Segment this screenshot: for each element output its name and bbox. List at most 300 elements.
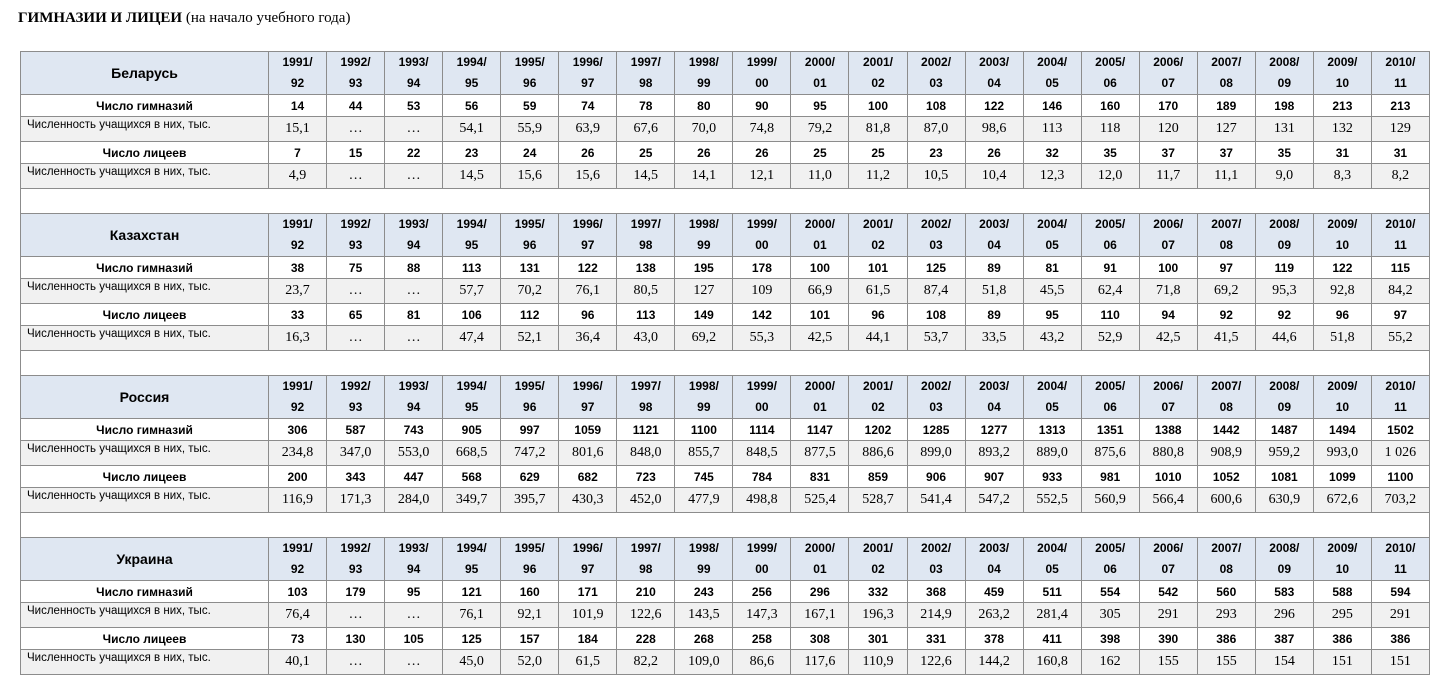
value-cell: 76,1 <box>559 279 617 304</box>
value-cell: 122 <box>559 257 617 279</box>
value-cell: 8,2 <box>1371 164 1429 189</box>
year-end: 11 <box>1394 238 1407 252</box>
value-cell: 1388 <box>1139 419 1197 441</box>
year-end: 99 <box>697 238 711 252</box>
year-start: 2010/ <box>1385 379 1416 393</box>
value-cell: 45,5 <box>1023 279 1081 304</box>
value-cell: 1010 <box>1139 466 1197 488</box>
value-cell: 880,8 <box>1139 441 1197 466</box>
value-cell: 1059 <box>559 419 617 441</box>
year-end: 96 <box>523 76 537 90</box>
year-start: 1995/ <box>514 541 545 555</box>
value-cell: 74 <box>559 95 617 117</box>
year-start: 1999/ <box>746 541 777 555</box>
year-start: 2008/ <box>1269 217 1300 231</box>
year-start: 2005/ <box>1095 217 1126 231</box>
value-cell: 293 <box>1197 603 1255 628</box>
value-cell: 44,6 <box>1255 326 1313 351</box>
year-header-cell <box>443 376 501 419</box>
year-header-cell <box>327 376 385 419</box>
year-start: 2003/ <box>979 379 1010 393</box>
year-header-cell <box>965 538 1023 581</box>
year-start: 1992/ <box>340 379 371 393</box>
value-cell: 143,5 <box>675 603 733 628</box>
year-start: 2009/ <box>1327 379 1358 393</box>
value-cell: 43,2 <box>1023 326 1081 351</box>
value-cell: 703,2 <box>1371 488 1429 513</box>
value-cell: 349,7 <box>443 488 501 513</box>
year-start: 2006/ <box>1153 379 1184 393</box>
year-header-cell <box>327 52 385 95</box>
value-cell: 1147 <box>791 419 849 441</box>
value-cell: 195 <box>675 257 733 279</box>
value-cell: 127 <box>1197 117 1255 142</box>
value-cell: 120 <box>1139 117 1197 142</box>
year-start: 2000/ <box>804 379 835 393</box>
value-cell: 101,9 <box>559 603 617 628</box>
value-cell: 668,5 <box>443 441 501 466</box>
lyceum-count-row <box>21 142 1430 164</box>
value-cell: 130 <box>327 628 385 650</box>
value-cell: 1442 <box>1197 419 1255 441</box>
year-end: 98 <box>639 238 653 252</box>
value-cell: 55,2 <box>1371 326 1429 351</box>
value-cell: 26 <box>733 142 791 164</box>
gymnasium-students-row <box>21 441 1430 466</box>
year-start: 2006/ <box>1153 217 1184 231</box>
year-header-cell <box>269 214 327 257</box>
value-cell: 243 <box>675 581 733 603</box>
value-cell: 95 <box>385 581 443 603</box>
year-end: 00 <box>755 400 769 414</box>
value-cell: 94 <box>1139 304 1197 326</box>
value-cell: … <box>385 164 443 189</box>
value-cell: 25 <box>617 142 675 164</box>
value-cell: 210 <box>617 581 675 603</box>
value-cell: 103 <box>269 581 327 603</box>
year-start: 2004/ <box>1037 217 1068 231</box>
value-cell: 40,1 <box>269 650 327 675</box>
value-cell: 801,6 <box>559 441 617 466</box>
value-cell: 1285 <box>907 419 965 441</box>
year-end: 06 <box>1103 238 1117 252</box>
value-cell: … <box>327 326 385 351</box>
value-cell: 73 <box>269 628 327 650</box>
title-note: (на начало учебного года) <box>185 10 351 26</box>
value-cell: 110 <box>1081 304 1139 326</box>
year-end: 94 <box>406 76 421 90</box>
year-header-cell <box>1081 214 1139 257</box>
year-header-cell <box>385 538 443 581</box>
value-cell: 179 <box>327 581 385 603</box>
value-cell: 552,5 <box>1023 488 1081 513</box>
value-cell: 57,7 <box>443 279 501 304</box>
value-cell: 146 <box>1023 95 1081 117</box>
value-cell: 554 <box>1081 581 1139 603</box>
value-cell: 96 <box>1313 304 1371 326</box>
value-cell: 131 <box>501 257 559 279</box>
year-end: 09 <box>1277 76 1291 90</box>
year-header-cell <box>675 214 733 257</box>
year-end: 93 <box>348 400 363 414</box>
value-cell: 875,6 <box>1081 441 1139 466</box>
value-cell: 160 <box>501 581 559 603</box>
year-end: 92 <box>290 562 305 576</box>
value-cell: 23,7 <box>269 279 327 304</box>
year-start: 1994/ <box>456 379 487 393</box>
row-label: Численность учащихся в них, тыс. <box>21 326 269 351</box>
year-end: 93 <box>348 562 363 576</box>
year-header-cell <box>269 52 327 95</box>
value-cell: 411 <box>1023 628 1081 650</box>
year-start: 1992/ <box>340 217 371 231</box>
year-start: 1992/ <box>340 55 371 69</box>
value-cell: 100 <box>791 257 849 279</box>
year-header-cell <box>965 52 1023 95</box>
value-cell: 25 <box>849 142 907 164</box>
year-header-cell <box>385 52 443 95</box>
year-header-cell <box>733 214 791 257</box>
year-start: 1997/ <box>630 217 661 231</box>
value-cell: 560,9 <box>1081 488 1139 513</box>
value-cell: 97 <box>1371 304 1429 326</box>
value-cell: 908,9 <box>1197 441 1255 466</box>
year-start: 1999/ <box>746 217 777 231</box>
row-label: Число лицеев <box>21 628 269 650</box>
year-header-cell <box>849 538 907 581</box>
value-cell: 12,0 <box>1081 164 1139 189</box>
value-cell: 76,1 <box>443 603 501 628</box>
value-cell: 142 <box>733 304 791 326</box>
value-cell: 583 <box>1255 581 1313 603</box>
value-cell: 22 <box>385 142 443 164</box>
value-cell: 122,6 <box>907 650 965 675</box>
value-cell: 31 <box>1371 142 1429 164</box>
value-cell: 15 <box>327 142 385 164</box>
year-header-cell <box>443 214 501 257</box>
value-cell: 284,0 <box>385 488 443 513</box>
lyceum-students-row <box>21 164 1430 189</box>
year-start: 1991/ <box>282 55 313 69</box>
year-end: 94 <box>406 238 421 252</box>
spacer-row <box>21 513 1430 538</box>
country-name: Беларусь <box>21 52 269 95</box>
value-cell: 38 <box>269 257 327 279</box>
value-cell: 743 <box>385 419 443 441</box>
year-end: 06 <box>1103 400 1117 414</box>
value-cell: 171 <box>559 581 617 603</box>
year-start: 2007/ <box>1211 55 1242 69</box>
value-cell: 1081 <box>1255 466 1313 488</box>
year-end: 08 <box>1219 76 1233 90</box>
value-cell: 200 <box>269 466 327 488</box>
value-cell: 906 <box>907 466 965 488</box>
value-cell: 784 <box>733 466 791 488</box>
gymnasium-count-row <box>21 95 1430 117</box>
value-cell: 1100 <box>1371 466 1429 488</box>
year-start: 2008/ <box>1269 55 1300 69</box>
year-end: 06 <box>1103 76 1117 90</box>
lyceum-count-row <box>21 304 1430 326</box>
value-cell: 498,8 <box>733 488 791 513</box>
year-start: 1997/ <box>630 541 661 555</box>
year-header-cell <box>1023 52 1081 95</box>
value-cell: 10,5 <box>907 164 965 189</box>
year-start: 1993/ <box>398 217 429 231</box>
year-header-cell <box>327 214 385 257</box>
value-cell: 129 <box>1371 117 1429 142</box>
row-label: Число гимназий <box>21 257 269 279</box>
gymnasium-students-row <box>21 279 1430 304</box>
value-cell: 90 <box>733 95 791 117</box>
year-header-cell <box>1139 376 1197 419</box>
year-end: 96 <box>523 562 537 576</box>
value-cell: 122 <box>965 95 1023 117</box>
value-cell: 11,7 <box>1139 164 1197 189</box>
year-start: 1996/ <box>572 379 603 393</box>
value-cell: 234,8 <box>269 441 327 466</box>
value-cell: 91 <box>1081 257 1139 279</box>
year-end: 92 <box>290 76 305 90</box>
year-end: 05 <box>1045 238 1059 252</box>
year-start: 1995/ <box>514 55 545 69</box>
year-end: 04 <box>987 562 1001 576</box>
country-name: Украина <box>21 538 269 581</box>
value-cell: 75 <box>327 257 385 279</box>
value-cell: 747,2 <box>501 441 559 466</box>
value-cell: 41,5 <box>1197 326 1255 351</box>
year-end: 08 <box>1219 562 1233 576</box>
value-cell: 108 <box>907 304 965 326</box>
year-header-cell <box>1313 214 1371 257</box>
value-cell: 151 <box>1371 650 1429 675</box>
year-start: 1998/ <box>688 541 719 555</box>
value-cell: 74,8 <box>733 117 791 142</box>
year-start: 2004/ <box>1037 541 1068 555</box>
year-end: 08 <box>1219 400 1233 414</box>
value-cell: 525,4 <box>791 488 849 513</box>
year-end: 92 <box>290 238 305 252</box>
value-cell: 132 <box>1313 117 1371 142</box>
value-cell: 82,2 <box>617 650 675 675</box>
value-cell: 511 <box>1023 581 1081 603</box>
value-cell: 4,9 <box>269 164 327 189</box>
value-cell: 155 <box>1197 650 1255 675</box>
value-cell: 37 <box>1197 142 1255 164</box>
year-start: 2006/ <box>1153 541 1184 555</box>
year-start: 1995/ <box>514 217 545 231</box>
value-cell: 144,2 <box>965 650 1023 675</box>
row-label: Численность учащихся в них, тыс. <box>21 650 269 675</box>
year-start: 1993/ <box>398 55 429 69</box>
value-cell: 295 <box>1313 603 1371 628</box>
value-cell: 848,5 <box>733 441 791 466</box>
year-start: 2007/ <box>1211 541 1242 555</box>
value-cell: 213 <box>1371 95 1429 117</box>
value-cell: 171,3 <box>327 488 385 513</box>
value-cell: 23 <box>907 142 965 164</box>
year-end: 07 <box>1161 400 1175 414</box>
value-cell: 189 <box>1197 95 1255 117</box>
value-cell: 26 <box>965 142 1023 164</box>
year-start: 1991/ <box>282 217 313 231</box>
value-cell: 113 <box>1023 117 1081 142</box>
value-cell: 1 026 <box>1371 441 1429 466</box>
value-cell: 256 <box>733 581 791 603</box>
value-cell: 89 <box>965 304 1023 326</box>
year-start: 1992/ <box>340 541 371 555</box>
country-header-row <box>21 52 1430 95</box>
row-label: Численность учащихся в них, тыс. <box>21 117 269 142</box>
value-cell: … <box>385 117 443 142</box>
row-label: Численность учащихся в них, тыс. <box>21 279 269 304</box>
lyceum-count-row <box>21 466 1430 488</box>
year-end: 03 <box>929 562 943 576</box>
value-cell: 1351 <box>1081 419 1139 441</box>
value-cell: 542 <box>1139 581 1197 603</box>
year-header-cell <box>327 538 385 581</box>
year-start: 2001/ <box>862 379 893 393</box>
year-end: 01 <box>813 76 827 90</box>
value-cell: 71,8 <box>1139 279 1197 304</box>
year-end: 02 <box>871 76 885 90</box>
value-cell: 301 <box>849 628 907 650</box>
year-start: 2002/ <box>921 379 952 393</box>
value-cell: 386 <box>1197 628 1255 650</box>
value-cell: … <box>327 117 385 142</box>
year-header-cell <box>849 376 907 419</box>
value-cell: 306 <box>269 419 327 441</box>
year-header-cell <box>1255 214 1313 257</box>
year-start: 2002/ <box>921 55 952 69</box>
year-end: 07 <box>1161 238 1175 252</box>
value-cell: 11,2 <box>849 164 907 189</box>
year-start: 2003/ <box>979 55 1010 69</box>
value-cell: 459 <box>965 581 1023 603</box>
value-cell: 66,9 <box>791 279 849 304</box>
value-cell: 87,0 <box>907 117 965 142</box>
year-header-cell <box>733 538 791 581</box>
value-cell: 594 <box>1371 581 1429 603</box>
year-end: 03 <box>929 238 943 252</box>
value-cell: 92 <box>1197 304 1255 326</box>
spacer-row <box>21 189 1430 214</box>
year-start: 2004/ <box>1037 379 1068 393</box>
year-header-cell <box>1197 214 1255 257</box>
value-cell: 587 <box>327 419 385 441</box>
year-header-cell <box>1255 376 1313 419</box>
value-cell: 31 <box>1313 142 1371 164</box>
year-header-cell <box>1139 538 1197 581</box>
year-header-cell <box>1197 52 1255 95</box>
value-cell: 92 <box>1255 304 1313 326</box>
value-cell: 893,2 <box>965 441 1023 466</box>
value-cell: 848,0 <box>617 441 675 466</box>
value-cell: 78 <box>617 95 675 117</box>
value-cell: 26 <box>559 142 617 164</box>
year-end: 02 <box>871 562 885 576</box>
value-cell: 15,6 <box>559 164 617 189</box>
year-header-cell <box>1139 52 1197 95</box>
row-label: Число лицеев <box>21 142 269 164</box>
value-cell: 831 <box>791 466 849 488</box>
year-header-cell <box>907 214 965 257</box>
year-end: 05 <box>1045 562 1059 576</box>
value-cell: 178 <box>733 257 791 279</box>
value-cell: 907 <box>965 466 1023 488</box>
year-end: 11 <box>1394 76 1407 90</box>
year-start: 1996/ <box>572 217 603 231</box>
year-header-cell <box>907 376 965 419</box>
value-cell: 51,8 <box>1313 326 1371 351</box>
value-cell: 112 <box>501 304 559 326</box>
year-start: 2009/ <box>1327 217 1358 231</box>
value-cell: 35 <box>1255 142 1313 164</box>
value-cell: 1052 <box>1197 466 1255 488</box>
value-cell: 1487 <box>1255 419 1313 441</box>
year-header-cell <box>1081 52 1139 95</box>
value-cell: 553,0 <box>385 441 443 466</box>
year-end: 04 <box>987 76 1001 90</box>
row-label: Число гимназий <box>21 419 269 441</box>
year-end: 07 <box>1161 562 1175 576</box>
year-start: 1997/ <box>630 55 661 69</box>
value-cell: 196,3 <box>849 603 907 628</box>
value-cell: 149 <box>675 304 733 326</box>
year-start: 2001/ <box>862 55 893 69</box>
value-cell: 263,2 <box>965 603 1023 628</box>
value-cell: 110,9 <box>849 650 907 675</box>
year-end: 09 <box>1277 562 1291 576</box>
title-main: ГИМНАЗИИ И ЛИЦЕИ <box>18 10 183 26</box>
value-cell: 268 <box>675 628 733 650</box>
value-cell: 61,5 <box>559 650 617 675</box>
year-header-cell <box>907 52 965 95</box>
value-cell: 378 <box>965 628 1023 650</box>
year-end: 96 <box>523 238 537 252</box>
value-cell: 106 <box>443 304 501 326</box>
year-header-cell <box>1081 376 1139 419</box>
value-cell: 398 <box>1081 628 1139 650</box>
statistics-table <box>20 51 1430 675</box>
value-cell: 81 <box>385 304 443 326</box>
value-cell: 54,1 <box>443 117 501 142</box>
year-start: 2005/ <box>1095 55 1126 69</box>
row-label: Численность учащихся в них, тыс. <box>21 488 269 513</box>
value-cell: 36,4 <box>559 326 617 351</box>
value-cell: 14,5 <box>617 164 675 189</box>
value-cell: 55,3 <box>733 326 791 351</box>
value-cell: 92,8 <box>1313 279 1371 304</box>
year-end: 08 <box>1219 238 1233 252</box>
value-cell: 116,9 <box>269 488 327 513</box>
value-cell: 258 <box>733 628 791 650</box>
value-cell: 14 <box>269 95 327 117</box>
year-header-cell <box>791 52 849 95</box>
lyceum-count-row <box>21 628 1430 650</box>
year-end: 03 <box>929 76 943 90</box>
year-end: 95 <box>464 562 479 576</box>
year-end: 98 <box>639 76 653 90</box>
value-cell: 291 <box>1371 603 1429 628</box>
row-label: Число гимназий <box>21 581 269 603</box>
value-cell: 184 <box>559 628 617 650</box>
year-end: 99 <box>697 76 711 90</box>
year-header-cell <box>1255 538 1313 581</box>
spacer-cell <box>21 513 1430 538</box>
value-cell: 905 <box>443 419 501 441</box>
value-cell: 331 <box>907 628 965 650</box>
